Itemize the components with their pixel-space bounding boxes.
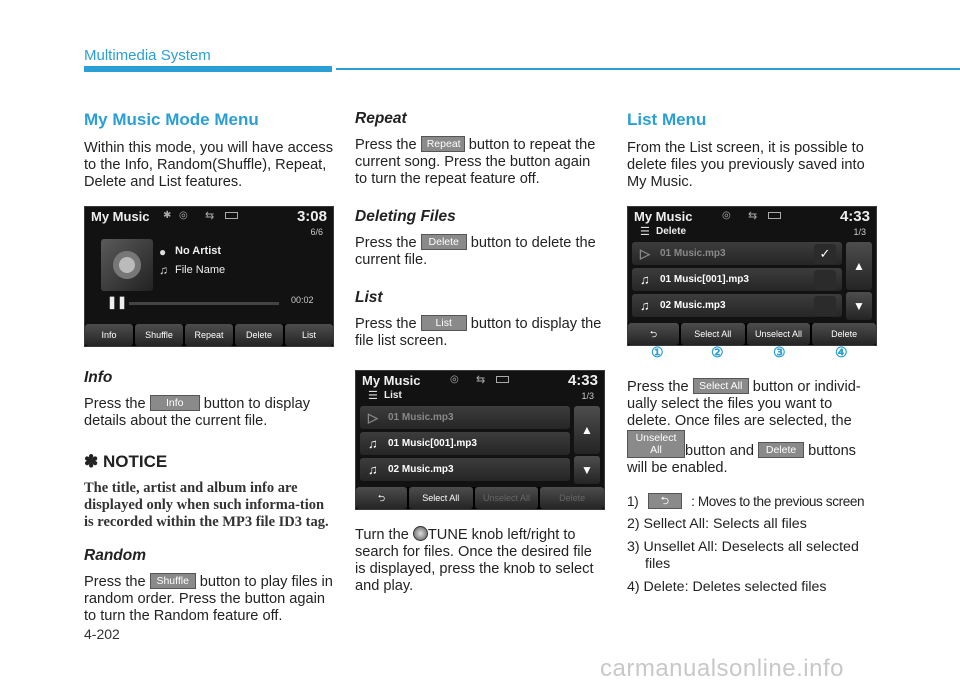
list-row[interactable] bbox=[632, 242, 842, 265]
back-arrow-icon: ⮌ bbox=[648, 493, 682, 509]
list-menu-heading: List Menu bbox=[627, 110, 707, 129]
list-button-icon: List bbox=[421, 315, 467, 331]
delete-subtitle: Delete bbox=[656, 226, 687, 237]
info-text-pre: Press the bbox=[84, 396, 146, 412]
list-row[interactable] bbox=[360, 432, 570, 455]
scroll-up-button[interactable]: ▲ bbox=[846, 242, 872, 290]
delete-tab[interactable]: Delete bbox=[812, 323, 876, 345]
music-note-icon: ♫ bbox=[640, 298, 650, 313]
screen-title: My Music bbox=[634, 209, 693, 224]
music-note-icon: ♫ bbox=[640, 272, 650, 287]
list-text-post: button to display the file list screen. bbox=[355, 316, 602, 349]
delete-text-post: button to delete the current file. bbox=[355, 235, 596, 268]
repeat-text-post: button to repeat the current song. Press the button again to turn the repeat feature off. bbox=[355, 137, 596, 187]
tune-text-pre: Turn the bbox=[355, 527, 409, 543]
watermark[interactable]: carmanualsonline.info bbox=[600, 655, 844, 682]
unselect-all-button-icon: Unselect All bbox=[627, 430, 685, 458]
legend-item-1 bbox=[627, 493, 879, 510]
checkbox[interactable] bbox=[814, 296, 836, 316]
list-paragraph bbox=[355, 315, 605, 350]
back-button[interactable] bbox=[628, 323, 679, 345]
list-heading: List bbox=[355, 289, 383, 306]
repeat-text-pre: Press the bbox=[355, 137, 417, 153]
legend-item-3: 3) Unsellet All: Deselects all selected files bbox=[627, 539, 859, 572]
tab-bar bbox=[628, 323, 876, 345]
bluetooth-icon: ✱ bbox=[163, 210, 172, 221]
tune-knob-icon bbox=[413, 526, 428, 541]
disc-icon: ◎ bbox=[722, 210, 731, 221]
list-screen bbox=[355, 370, 605, 510]
random-text-post: button to play files in random order. Press the button again to turn the Random feature off. bbox=[84, 574, 333, 624]
legend-item-2: 2) Sellect All: Selects all files bbox=[627, 516, 807, 532]
section-header-title: Multimedia System bbox=[84, 47, 211, 64]
play-icon: ▷ bbox=[368, 410, 378, 425]
column-2 bbox=[355, 110, 605, 595]
clock: 4:33 bbox=[839, 208, 870, 225]
list-text-pre: Press the bbox=[355, 316, 417, 332]
delete-text-pre: Press the bbox=[355, 235, 417, 251]
info-button-icon: Info bbox=[150, 395, 200, 411]
callout-marker-4: ④ bbox=[835, 344, 848, 360]
row-label: 01 Music[001].mp3 bbox=[660, 274, 749, 285]
scroll-down-button[interactable]: ▼ bbox=[574, 456, 600, 484]
list-menu-intro: From the List screen, it is possible to delete files you previously saved into My Music. bbox=[627, 140, 865, 190]
row-label: 02 Music.mp3 bbox=[660, 300, 726, 311]
tune-text-post: TUNE knob left/right to search for files. Once the desired file is displayed, press the knob to select and play. bbox=[355, 527, 594, 594]
row-label: 01 Music.mp3 bbox=[660, 248, 726, 259]
step1-text: : Moves to the previous screen bbox=[691, 494, 865, 509]
back-arrow-icon: ⮌ bbox=[649, 329, 658, 339]
notice-body: The title, artist and album info are displayed only when such informa-tion is recorded within the MP3 file ID3 tag. bbox=[84, 480, 329, 530]
callout-marker-3: ③ bbox=[773, 344, 786, 360]
select-all-button-icon: Select All bbox=[693, 378, 749, 394]
clock: 4:33 bbox=[567, 372, 598, 389]
delete-screen bbox=[627, 206, 877, 346]
album-art-icon bbox=[101, 239, 153, 291]
music-note-icon: ♫ bbox=[368, 462, 378, 477]
back-button[interactable] bbox=[356, 487, 407, 509]
checkbox[interactable] bbox=[814, 270, 836, 290]
select-text-mid1: button or individ-ually select the files you want to delete. Once files are selected, the bbox=[627, 379, 861, 429]
tab-bar bbox=[356, 487, 604, 509]
deleting-files-heading: Deleting Files bbox=[355, 208, 456, 225]
shuffle-button-icon: Shuffle bbox=[150, 573, 196, 589]
delete-button-icon: Delete bbox=[421, 234, 467, 250]
info-heading: Info bbox=[84, 369, 113, 386]
select-all-tab[interactable]: Select All bbox=[681, 323, 745, 345]
track-counter: 6/6 bbox=[310, 227, 323, 237]
row-label: 02 Music.mp3 bbox=[388, 464, 454, 475]
step1-number: 1) bbox=[627, 494, 639, 509]
usb-icon: ⇆ bbox=[205, 210, 215, 222]
callout-marker-1: ① bbox=[651, 344, 664, 360]
unselect-all-tab[interactable]: Unselect All bbox=[475, 487, 539, 509]
info-paragraph bbox=[84, 395, 334, 430]
screen-title: My Music bbox=[362, 373, 421, 388]
select-text-mid2: button and bbox=[685, 443, 754, 459]
delete-list-icon: ☰ bbox=[640, 226, 650, 238]
repeat-paragraph bbox=[355, 136, 605, 188]
delete-paragraph bbox=[355, 234, 605, 269]
select-text-post: buttons will be enabled. bbox=[627, 443, 856, 476]
unselect-all-tab[interactable]: Unselect All bbox=[747, 323, 811, 345]
screen-title: My Music bbox=[91, 209, 150, 224]
list-row[interactable] bbox=[360, 406, 570, 429]
page-indicator: 1/3 bbox=[581, 391, 594, 401]
progress-bar[interactable] bbox=[129, 302, 279, 305]
my-music-mode-heading: My Music Mode Menu bbox=[84, 110, 259, 129]
back-arrow-icon: ⮌ bbox=[377, 493, 386, 503]
row-label: 01 Music.mp3 bbox=[388, 412, 454, 423]
battery-icon bbox=[496, 376, 509, 383]
random-paragraph bbox=[84, 573, 334, 625]
page-number: 4-202 bbox=[84, 626, 120, 642]
battery-icon bbox=[225, 212, 238, 219]
delete-tab[interactable]: Delete bbox=[540, 487, 604, 509]
delete-tab[interactable]: Delete bbox=[235, 324, 283, 346]
header-bar-right bbox=[336, 68, 960, 70]
tab-bar bbox=[85, 324, 333, 346]
notice-title: ✽ NOTICE bbox=[84, 452, 168, 471]
disc-icon: ◎ bbox=[450, 374, 459, 385]
list-subtitle: List bbox=[384, 390, 402, 401]
artist-icon: ● bbox=[159, 245, 167, 259]
elapsed-time: 00:02 bbox=[291, 295, 314, 305]
clock: 3:08 bbox=[296, 208, 327, 225]
header-bar-left bbox=[84, 66, 332, 72]
now-playing-screen bbox=[84, 206, 334, 347]
music-note-icon: ♫ bbox=[368, 436, 378, 451]
repeat-tab[interactable]: Repeat bbox=[185, 324, 233, 346]
intro-paragraph: Within this mode, you will have access to the Info, Random(Shuffle), Repeat, Delete and List features. bbox=[84, 140, 334, 190]
callout-marker-2: ② bbox=[711, 344, 724, 360]
tune-paragraph bbox=[355, 526, 605, 595]
disc-icon: ◎ bbox=[179, 210, 188, 221]
column-1 bbox=[84, 110, 334, 625]
random-text-pre: Press the bbox=[84, 574, 146, 590]
usb-icon: ⇆ bbox=[476, 374, 486, 386]
select-all-tab[interactable]: Select All bbox=[409, 487, 473, 509]
legend-item-4: 4) Delete: Deletes selected files bbox=[627, 579, 827, 595]
row-label: 01 Music[001].mp3 bbox=[388, 438, 477, 449]
play-icon: ▷ bbox=[640, 246, 650, 261]
artist-name: No Artist bbox=[175, 245, 222, 257]
usb-icon: ⇆ bbox=[748, 210, 758, 222]
battery-icon bbox=[768, 212, 781, 219]
select-text-pre: Press the bbox=[627, 379, 689, 395]
page-indicator: 1/3 bbox=[853, 227, 866, 237]
list-row[interactable] bbox=[632, 294, 842, 317]
column-3 bbox=[627, 110, 879, 602]
checkmark-icon[interactable]: ✓ bbox=[814, 244, 836, 264]
file-name: File Name bbox=[175, 264, 226, 276]
random-heading: Random bbox=[84, 547, 146, 564]
delete-button-icon: Delete bbox=[758, 442, 804, 458]
pause-icon[interactable]: ❚❚ bbox=[107, 295, 128, 309]
info-tab[interactable]: Info bbox=[85, 324, 133, 346]
repeat-heading: Repeat bbox=[355, 110, 407, 127]
repeat-button-icon: Repeat bbox=[421, 136, 465, 152]
list-tab[interactable]: List bbox=[285, 324, 333, 346]
scroll-down-button[interactable]: ▼ bbox=[846, 292, 872, 320]
shuffle-tab[interactable]: Shuffle bbox=[135, 324, 183, 346]
list-row[interactable] bbox=[632, 268, 842, 291]
select-paragraph bbox=[627, 378, 879, 477]
music-note-icon: ♫ bbox=[159, 263, 168, 277]
legend-list bbox=[627, 493, 879, 596]
callout-markers bbox=[627, 346, 879, 362]
list-row[interactable] bbox=[360, 458, 570, 481]
info-text-post: button to display details about the current file. bbox=[84, 396, 311, 429]
list-icon: ☰ bbox=[368, 390, 378, 402]
scroll-up-button[interactable]: ▲ bbox=[574, 406, 600, 454]
